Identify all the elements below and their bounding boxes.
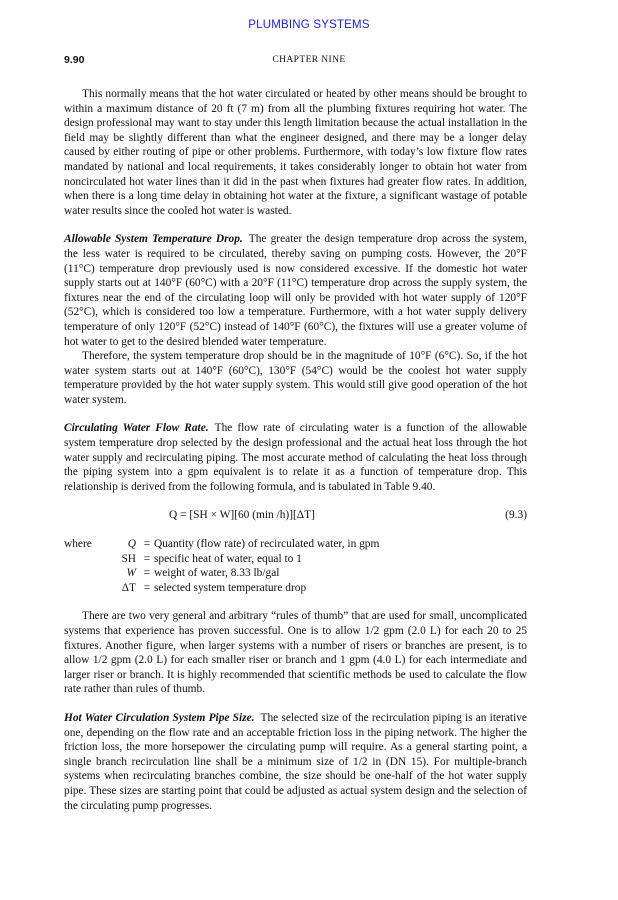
section-pipe-size (64, 711, 527, 813)
section-temperature-drop (64, 232, 527, 349)
running-head: PLUMBING SYSTEMS (248, 19, 370, 31)
variable-symbol: W (126, 567, 136, 580)
paragraph-rules-of-thumb: There are two very general and arbitrary “rules of thumb” that are used for small, uncomplicated systems that experience has proven successful. One is to allow 1/2 gpm (2.0 L) for each 20 to 25 fixtures. Another figure, when larger systems with a number of risers or branches are present, is to allow 1/2 gpm (2.0 L) for each smaller riser or branch and 1 gpm (4.0 L) for each intermediate and larger riser or branch. It is highly recommended that scientific methods be used to calculate the flow rate rather than rules of thumb. (64, 610, 527, 696)
variable-symbol: SH (121, 552, 136, 565)
variable-description: Quantity (flow rate) of recirculated water, in gpm (154, 538, 380, 551)
section-text: The selected size of the recirculation piping is an iterative one, depending on the flow rate and an acceptable friction loss in the piping network. The higher the friction loss, the more horsepower the circulating pump will require. As a general starting point, a single branch recirculation line shall be a minimum size of 1/2 in (DN 15). For multiple-branch systems when recirculating branches combine, the size should be one-half of the hot water supply pipe. These sizes are starting point that could be adjusted as actual system design and the selection of the circulating pump progresses. (64, 711, 527, 812)
variable-description: selected system temperature drop (154, 581, 307, 594)
section-heading: Hot Water Circulation System Pipe Size. (64, 711, 255, 724)
variable-row (64, 566, 379, 581)
variable-row (64, 537, 379, 552)
variable-definitions (64, 537, 379, 595)
equation-formula: Q = [SH × W][60 (min /h)][ΔT] (169, 509, 315, 522)
variable-row (64, 552, 379, 567)
page-number: 9.90 (64, 54, 85, 66)
section-text: The greater the design temperature drop across the system, the less water is required to be circulated, thereby saving on pumping costs. However, the 20°F (11°C) temperature drop previously used is now considered excessive. If the domestic hot water supply starts out at 140°F (60°C) with a 20°F (11°C) temperature drop across the supply system, the fixtures near the end of the circulating loop will only be provided with hot water supply of 120°F (52°C), which is considered too low a temperature. Furthermore, with a hot water supply delivery temperature of only 120°F (52°C) instead of 140°F (60°C), the fixtures will use a greater volume of hot water to get to the desired blended water temperature. (64, 233, 527, 348)
equation-number: (9.3) (505, 509, 527, 522)
page-body (64, 87, 527, 813)
variable-description: specific heat of water, equal to 1 (154, 552, 302, 565)
section-text: The flow rate of circulating water is a function of the allowable system temperature drop selected by the design professional and the actual heat loss through the hot water supply and recirculating piping. The most accurate method of calculating the heat loss through the piping system into a gpm equivalent is to relate it as a function of temperature drop. This relationship is derived from the following formula, and is tabulated in Table 9.40. (64, 422, 527, 493)
variable-description: weight of water, 8.33 lb/gal (154, 567, 280, 580)
variable-symbol: Q (127, 538, 136, 551)
section-flow-rate (64, 421, 527, 494)
variable-row (64, 581, 379, 596)
section-heading: Allowable System Temperature Drop. (64, 233, 243, 246)
equals-sign: = (143, 538, 151, 551)
equals-sign: = (143, 581, 151, 594)
chapter-title: CHAPTER NINE (272, 55, 346, 65)
equals-sign: = (143, 552, 151, 565)
variable-symbol: ΔT (121, 581, 136, 594)
paragraph-temp-drop-2: Therefore, the system temperature drop should be in the magnitude of 10°F (6°C). So, if the hot water system starts out at 140°F (60°C), 130°F (54°C) would be the coolest hot water supply temperature provided by the hot water supply system. This would still give good operation of the hot water system. (64, 350, 527, 406)
equals-sign: = (143, 567, 151, 580)
paragraph-intro: This normally means that the hot water circulated or heated by other means should be brought to within a maximum distance of 20 ft (7 m) from all the plumbing fixtures requiring hot water. The design professional may want to stay under this length limitation because the actual installation in the field may be slightly different than what the engineer designed, and there may be a longer delay caused by either routing of pipe or other problems. Furthermore, with today’s low fixture flow rates mandated by national and local requirements, it takes considerably longer to obtain hot water from noncirculated hot water lines than it did in the past when fixtures had greater flow rates. In addition, when there is a long time delay in obtaining hot water at the fixture, a significant wastage of potable water results since the cooled hot water is wasted. (64, 88, 527, 217)
equation-9-3 (64, 508, 527, 523)
where-label: where (64, 538, 92, 551)
section-heading: Circulating Water Flow Rate. (64, 422, 209, 435)
